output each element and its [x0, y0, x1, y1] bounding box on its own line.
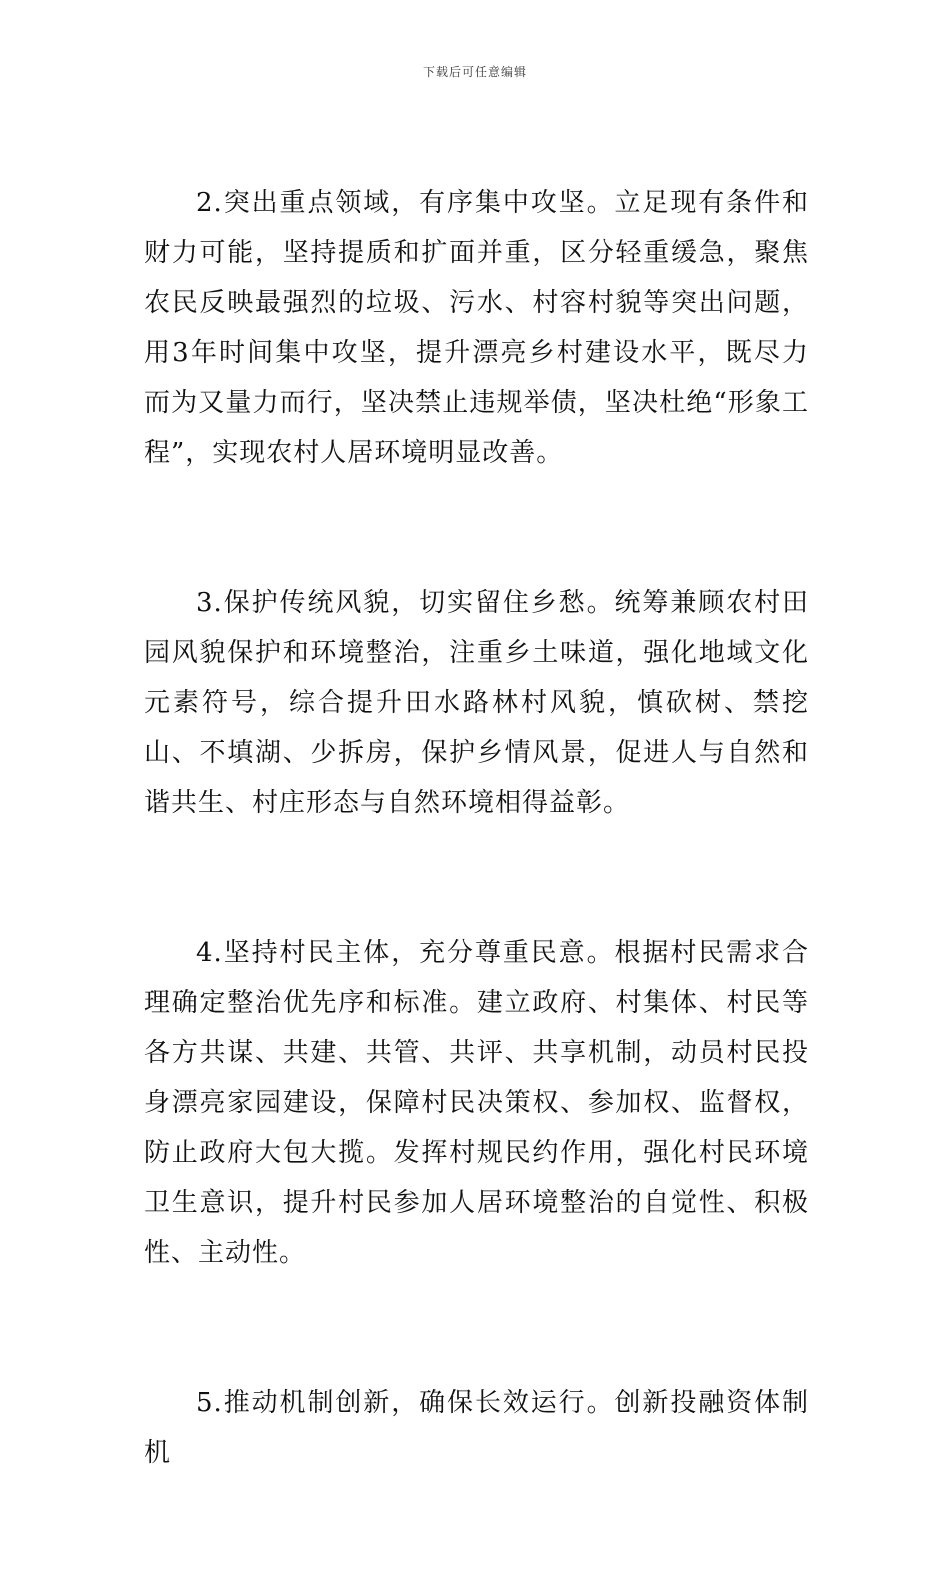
paragraph-4: 4.坚持村民主体，充分尊重民意。根据村民需求合理确定整治优先序和标准。建立政府、村集体、村民等各方共谋、共建、共管、共评、共享机制，动员村民投身漂亮家园建设，保障村民决策权、参加权、监督权，防止政府大包大揽。发挥村规民约作用，强化村民环境卫生意识，提升村民参加人居环境整治的自觉性、积极性、主动性。: [144, 938, 809, 1268]
paragraph-2: 2.突出重点领域，有序集中攻坚。立足现有条件和财力可能，坚持提质和扩面并重，区分轻重缓急，聚焦农民反映最强烈的垃圾、污水、村容村貌等突出问题，用3年时间集中攻坚，提升漂亮乡村建设水平，既尽力而为又量力而行，坚决禁止违规举债，坚决杜绝“形象工程”，实现农村人居环境明显改善。: [144, 188, 809, 468]
page-header: 下载后可任意编辑: [422, 65, 527, 79]
document-body: [144, 178, 809, 1578]
paragraph-3: 3.保护传统风貌，切实留住乡愁。统筹兼顾农村田园风貌保护和环境整治，注重乡土味道，强化地域文化元素符号，综合提升田水路林村风貌，慎砍树、禁挖山、不填湖、少拆房，保护乡情风景，促进人与自然和谐共生、村庄形态与自然环境相得益彰。: [144, 588, 809, 818]
paragraph-5: 5.推动机制创新，确保长效运行。创新投融资体制机: [144, 1388, 809, 1468]
